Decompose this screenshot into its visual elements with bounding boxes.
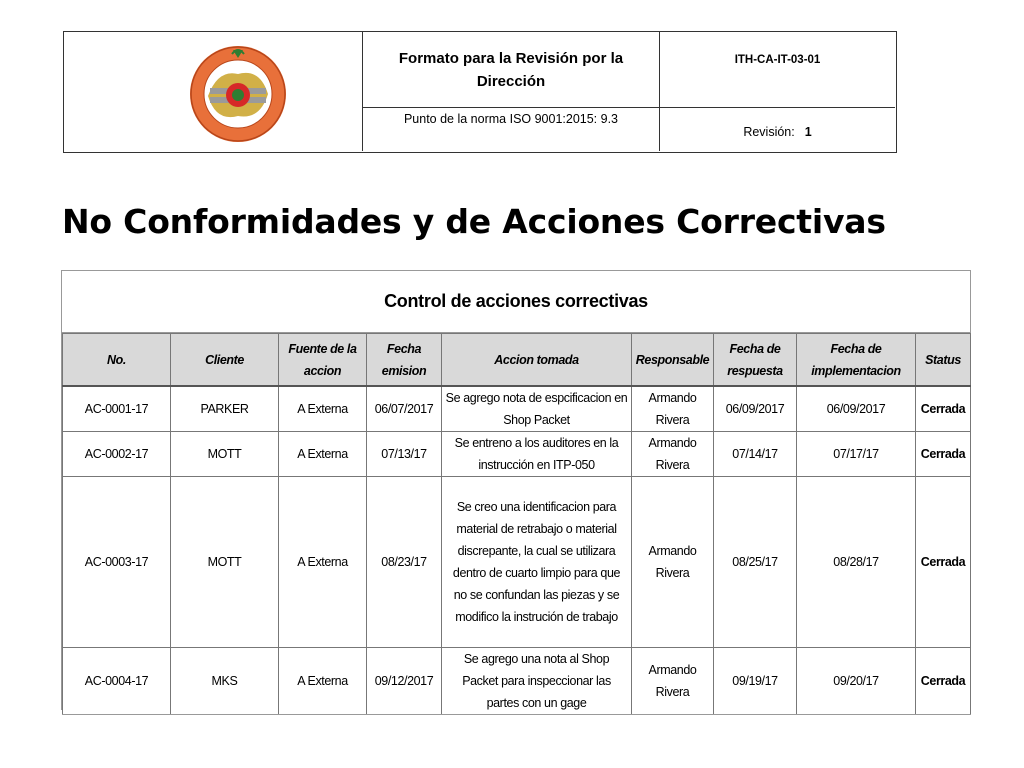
table-row <box>63 432 971 477</box>
cell-accion: Se agrego una nota al Shop Packet para inspeccionar las partes con un gage <box>442 648 632 715</box>
cell-respuesta: 07/14/17 <box>714 432 797 477</box>
cell-implementacion: 06/09/2017 <box>797 386 916 432</box>
column-header: Cliente <box>171 334 279 387</box>
cell-responsable: Armando Rivera <box>632 386 714 432</box>
cell-no: AC-0003-17 <box>63 477 171 648</box>
cell-status: Cerrada <box>916 477 971 648</box>
cell-respuesta: 08/25/17 <box>714 477 797 648</box>
cell-no: AC-0004-17 <box>63 648 171 715</box>
revision-label: Revisión: <box>743 124 795 139</box>
cell-emision: 07/13/17 <box>367 432 442 477</box>
cell-status: Cerrada <box>916 432 971 477</box>
cell-no: AC-0001-17 <box>63 386 171 432</box>
cell-fuente: A Externa <box>279 386 367 432</box>
column-header: Fuente de la accion <box>279 334 367 387</box>
cell-implementacion: 08/28/17 <box>797 477 916 648</box>
cell-cliente: PARKER <box>171 386 279 432</box>
revision <box>660 108 895 151</box>
cell-fuente: A Externa <box>279 648 367 715</box>
page-title: No Conformidades y de Acciones Correctivas <box>62 202 886 241</box>
cell-cliente: MOTT <box>171 477 279 648</box>
corrective-actions-sheet <box>61 270 971 710</box>
logo-cell <box>64 32 363 151</box>
cell-respuesta: 09/19/17 <box>714 648 797 715</box>
cell-implementacion: 07/17/17 <box>797 432 916 477</box>
cell-accion: Se entreno a los auditores en la instrucción en ITP-050 <box>442 432 632 477</box>
table-row <box>63 386 971 432</box>
cell-emision: 06/07/2017 <box>367 386 442 432</box>
cell-responsable: Armando Rivera <box>632 432 714 477</box>
column-header: Fecha emision <box>367 334 442 387</box>
institution-seal-logo <box>188 44 288 144</box>
cell-accion: Se creo una identificacion para material de retrabajo o material discrepante, la cual se utilizara dentro de cuarto limpio para que no se confundan las piezas y se modifico la instrución de trabajo <box>442 477 632 648</box>
cell-implementacion: 09/20/17 <box>797 648 916 715</box>
corrective-actions-table <box>62 333 971 715</box>
cell-emision: 09/12/2017 <box>367 648 442 715</box>
cell-cliente: MKS <box>171 648 279 715</box>
cell-respuesta: 06/09/2017 <box>714 386 797 432</box>
cell-responsable: Armando Rivera <box>632 648 714 715</box>
column-header: No. <box>63 334 171 387</box>
column-header: Fecha de implementacion <box>797 334 916 387</box>
cell-responsable: Armando Rivera <box>632 477 714 648</box>
cell-status: Cerrada <box>916 648 971 715</box>
revision-value: 1 <box>804 124 812 139</box>
norm-reference: Punto de la norma ISO 9001:2015: 9.3 <box>363 108 660 151</box>
table-header-row <box>63 334 971 387</box>
cell-accion: Se agrego nota de espcificacion en Shop Packet <box>442 386 632 432</box>
cell-fuente: A Externa <box>279 432 367 477</box>
sheet-title: Control de acciones correctivas <box>62 270 970 333</box>
document-code: ITH-CA-IT-03-01 <box>660 32 895 108</box>
cell-no: AC-0002-17 <box>63 432 171 477</box>
table-row <box>63 648 971 715</box>
table-row <box>63 477 971 648</box>
column-header: Responsable <box>632 334 714 387</box>
cell-status: Cerrada <box>916 386 971 432</box>
column-header: Status <box>916 334 971 387</box>
column-header: Fecha de respuesta <box>714 334 797 387</box>
document-header <box>63 31 897 153</box>
column-header: Accion tomada <box>442 334 632 387</box>
format-title: Formato para la Revisión por la Dirección <box>363 32 660 108</box>
cell-fuente: A Externa <box>279 477 367 648</box>
cell-cliente: MOTT <box>171 432 279 477</box>
cell-emision: 08/23/17 <box>367 477 442 648</box>
